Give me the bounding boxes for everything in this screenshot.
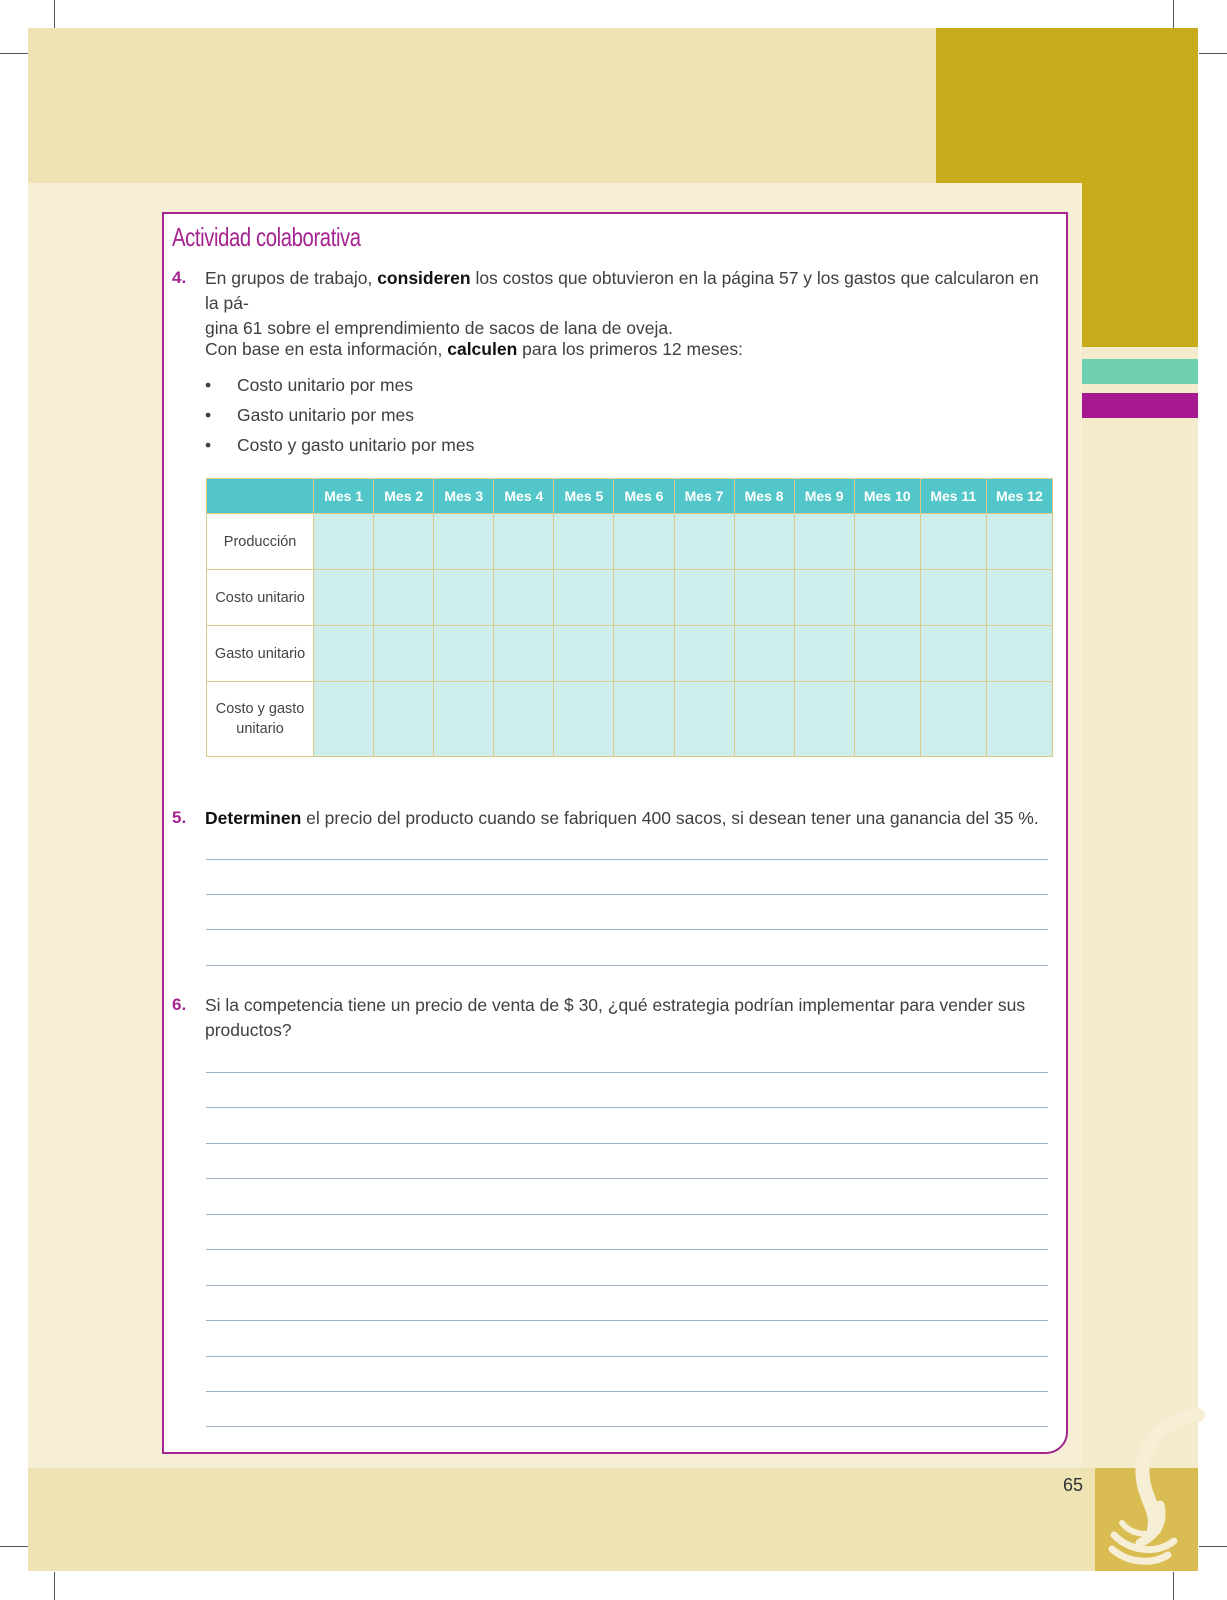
monthly-cost-table (206, 478, 1053, 757)
blank-cell[interactable] (554, 682, 614, 757)
column-header: Mes 5 (554, 479, 614, 514)
blank-cell[interactable] (434, 570, 494, 626)
blank-cell[interactable] (494, 570, 554, 626)
blank-cell[interactable] (854, 682, 920, 757)
answer-line[interactable] (206, 859, 1048, 860)
blank-cell[interactable] (986, 626, 1052, 682)
answer-line[interactable] (206, 894, 1048, 895)
blank-cell[interactable] (374, 570, 434, 626)
column-header: Mes 4 (494, 479, 554, 514)
table-row (207, 682, 1053, 757)
question-6-line-2: productos? (205, 1020, 292, 1040)
blank-cell[interactable] (314, 682, 374, 757)
blank-cell[interactable] (434, 626, 494, 682)
answer-line[interactable] (206, 1143, 1048, 1144)
question-4-text-a: En grupos de trabajo, (205, 268, 378, 288)
column-header: Mes 2 (374, 479, 434, 514)
row-label: Gasto unitario (207, 626, 314, 682)
blank-cell[interactable] (494, 514, 554, 570)
blank-cell[interactable] (674, 626, 734, 682)
section-title: Actividad colaborativa (172, 222, 361, 252)
crop-mark (1199, 53, 1227, 54)
answer-line[interactable] (206, 1320, 1048, 1321)
blank-cell[interactable] (314, 626, 374, 682)
blank-cell[interactable] (314, 514, 374, 570)
crop-mark (1173, 1572, 1174, 1600)
table-row (207, 514, 1053, 570)
page-bottom-band (28, 1468, 1098, 1571)
row-label: Producción (207, 514, 314, 570)
table-row (207, 570, 1053, 626)
column-header: Mes 6 (614, 479, 674, 514)
answer-line[interactable] (206, 1285, 1048, 1286)
crop-mark (0, 1546, 28, 1547)
column-header: Mes 10 (854, 479, 920, 514)
question-5-keyword: Determinen (205, 808, 302, 828)
blank-cell[interactable] (374, 514, 434, 570)
question-4-intro-a: Con base en esta información, (205, 339, 448, 359)
blank-cell[interactable] (854, 514, 920, 570)
question-5-text-rest: el precio del producto cuando se fabriquen 400 sacos, si desean tener una ganancia del 35 %. (301, 808, 1039, 828)
question-6-line-1: Si la competencia tiene un precio de venta de $ 30, ¿qué estrategia podrían implementar para vender sus (205, 995, 1026, 1015)
blank-cell[interactable] (374, 626, 434, 682)
blank-cell[interactable] (614, 570, 674, 626)
crop-mark (1173, 0, 1174, 28)
answer-line[interactable] (206, 1178, 1048, 1179)
question-4-text-b: los costos que obtuvieron en la página 57 y los gastos que calcularon en la pá- (205, 268, 1039, 313)
blank-cell[interactable] (554, 626, 614, 682)
blank-cell[interactable] (374, 682, 434, 757)
answer-line[interactable] (206, 1356, 1048, 1357)
answer-line[interactable] (206, 1107, 1048, 1108)
answer-line[interactable] (206, 965, 1048, 966)
blank-cell[interactable] (920, 626, 986, 682)
table-header-row (207, 479, 1053, 514)
question-4-text-c: gina 61 sobre el emprendimiento de sacos de lana de oveja. (205, 318, 673, 338)
row-label: Costo unitario (207, 570, 314, 626)
question-6-text (205, 993, 1065, 1043)
row-label-text: Costo y gasto unitario (215, 701, 305, 737)
blank-cell[interactable] (494, 626, 554, 682)
blank-cell[interactable] (734, 514, 794, 570)
bullet-item-label: Costo unitario por mes (237, 375, 414, 395)
answer-line[interactable] (206, 1391, 1048, 1392)
question-4-intro-b: para los primeros 12 meses: (517, 339, 743, 359)
blank-cell[interactable] (986, 570, 1052, 626)
blank-cell[interactable] (986, 514, 1052, 570)
teal-tab-stripe (1082, 359, 1198, 384)
column-header: Mes 11 (920, 479, 986, 514)
blank-cell[interactable] (794, 514, 854, 570)
bullet-item (205, 405, 211, 426)
answer-line[interactable] (206, 1249, 1048, 1250)
bullet-item-label: Costo y gasto unitario por mes (237, 435, 475, 455)
blank-cell[interactable] (674, 514, 734, 570)
blank-cell[interactable] (614, 626, 674, 682)
question-4-intro-keyword: calculen (447, 339, 518, 359)
blank-cell[interactable] (920, 514, 986, 570)
bullet-item (205, 435, 211, 456)
blank-cell[interactable] (494, 682, 554, 757)
blank-cell[interactable] (434, 682, 494, 757)
crop-mark (54, 1572, 55, 1600)
blank-cell[interactable] (794, 682, 854, 757)
right-margin-band (1082, 347, 1198, 1468)
answer-line[interactable] (206, 1072, 1048, 1073)
blank-cell[interactable] (554, 514, 614, 570)
question-5-text (205, 806, 1055, 831)
question-4-number: 4. (172, 268, 187, 287)
blank-cell[interactable] (434, 514, 494, 570)
question-6-number: 6. (172, 995, 187, 1014)
crop-mark (54, 0, 55, 28)
lightbulb-icon (1100, 1405, 1227, 1570)
question-4-keyword: consideren (377, 268, 471, 288)
blank-cell[interactable] (920, 682, 986, 757)
blank-cell[interactable] (854, 570, 920, 626)
bullet-item-label: Gasto unitario por mes (237, 405, 415, 425)
page-number: 65 (1063, 1475, 1084, 1495)
blank-cell[interactable] (920, 570, 986, 626)
question-4-intro (205, 337, 1055, 362)
blank-cell[interactable] (794, 626, 854, 682)
column-header: Mes 7 (674, 479, 734, 514)
column-header: Mes 3 (434, 479, 494, 514)
table-row (207, 626, 1053, 682)
blank-cell[interactable] (314, 570, 374, 626)
column-header: Mes 12 (986, 479, 1052, 514)
answer-line[interactable] (206, 1214, 1048, 1215)
blank-cell[interactable] (854, 626, 920, 682)
blank-cell[interactable] (614, 682, 674, 757)
question-4-text (205, 266, 1055, 341)
bullet-item (205, 375, 211, 396)
blank-cell[interactable] (734, 682, 794, 757)
crop-mark (0, 53, 28, 54)
bullet-dot: • (205, 405, 212, 425)
blank-cell[interactable] (734, 570, 794, 626)
bullet-dot: • (205, 375, 212, 395)
blank-cell[interactable] (734, 626, 794, 682)
bullet-dot: • (205, 435, 212, 455)
column-header: Mes 9 (794, 479, 854, 514)
table-corner-cell (207, 479, 314, 514)
magenta-tab-stripe (1082, 393, 1198, 418)
question-5-number: 5. (172, 808, 187, 827)
blank-cell[interactable] (794, 570, 854, 626)
activity-card (162, 212, 1068, 1454)
blank-cell[interactable] (674, 682, 734, 757)
blank-cell[interactable] (986, 682, 1052, 757)
column-header: Mes 1 (314, 479, 374, 514)
blank-cell[interactable] (674, 570, 734, 626)
answer-line[interactable] (206, 1426, 1048, 1427)
row-label (207, 682, 314, 757)
blank-cell[interactable] (614, 514, 674, 570)
blank-cell[interactable] (554, 570, 614, 626)
column-header: Mes 8 (734, 479, 794, 514)
answer-line[interactable] (206, 929, 1048, 930)
